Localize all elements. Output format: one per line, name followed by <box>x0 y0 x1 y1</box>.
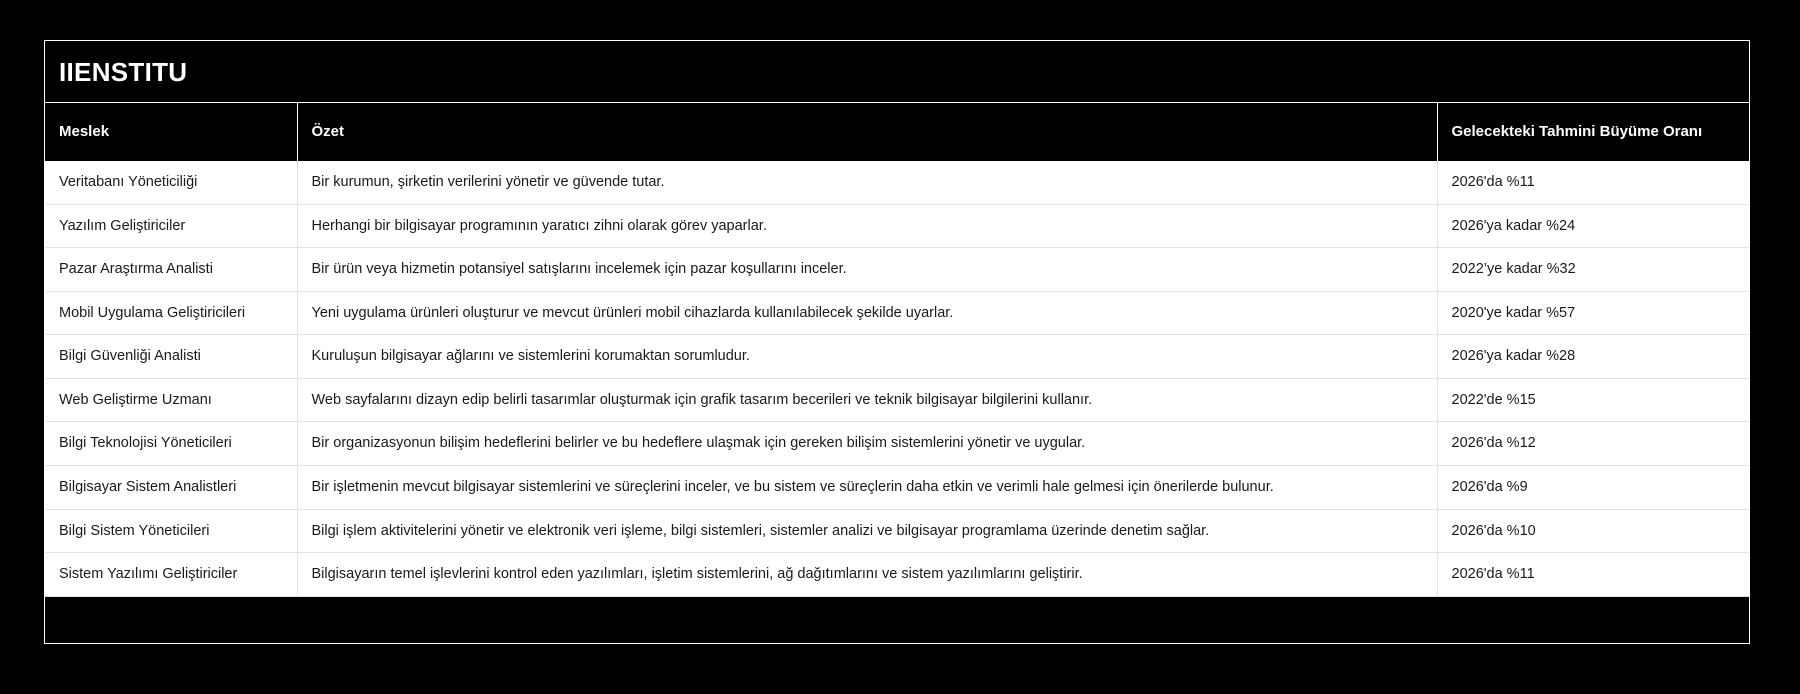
cell-ozet: Kuruluşun bilgisayar ağlarını ve sistemlerini korumaktan sorumludur. <box>297 335 1437 379</box>
cell-ozet: Herhangi bir bilgisayar programının yaratıcı zihni olarak görev yaparlar. <box>297 204 1437 248</box>
cell-meslek: Bilgi Teknolojisi Yöneticileri <box>45 422 297 466</box>
cell-meslek: Web Geliştirme Uzmanı <box>45 378 297 422</box>
table-row <box>45 509 1749 553</box>
cell-meslek: Veritabanı Yöneticiliği <box>45 161 297 204</box>
cell-ozet: Yeni uygulama ürünleri oluşturur ve mevcut ürünleri mobil cihazlarda kullanılabilecek şekilde uyarlar. <box>297 291 1437 335</box>
cell-oran: 2022’ye kadar %32 <box>1437 248 1749 292</box>
cell-meslek: Bilgi Güvenliği Analisti <box>45 335 297 379</box>
table-header-row <box>45 103 1749 161</box>
table-row <box>45 161 1749 204</box>
table-row <box>45 422 1749 466</box>
cell-oran: 2026'da %10 <box>1437 509 1749 553</box>
table-row <box>45 204 1749 248</box>
cell-oran: 2026'ya kadar %24 <box>1437 204 1749 248</box>
brand-bar <box>45 41 1749 103</box>
table-row <box>45 335 1749 379</box>
cell-oran: 2026'da %11 <box>1437 161 1749 204</box>
table-body <box>45 161 1749 596</box>
jobs-table-card <box>44 40 1750 644</box>
cell-meslek: Pazar Araştırma Analisti <box>45 248 297 292</box>
cell-ozet: Bir kurumun, şirketin verilerini yönetir ve güvende tutar. <box>297 161 1437 204</box>
cell-meslek: Sistem Yazılımı Geliştiriciler <box>45 553 297 597</box>
cell-oran: 2026'da %11 <box>1437 553 1749 597</box>
cell-oran: 2026'da %12 <box>1437 422 1749 466</box>
cell-meslek: Yazılım Geliştiriciler <box>45 204 297 248</box>
table-row <box>45 466 1749 510</box>
brand-logo: IIENSTITU <box>59 56 188 87</box>
cell-oran: 2020'ye kadar %57 <box>1437 291 1749 335</box>
cell-meslek: Bilgisayar Sistem Analistleri <box>45 466 297 510</box>
column-header-meslek: Meslek <box>45 103 297 161</box>
table-row <box>45 248 1749 292</box>
cell-meslek: Bilgi Sistem Yöneticileri <box>45 509 297 553</box>
column-header-ozet: Özet <box>297 103 1437 161</box>
cell-ozet: Bir organizasyonun bilişim hedeflerini belirler ve bu hedeflere ulaşmak için gereken bilişim sistemlerini yönetir ve uygular. <box>297 422 1437 466</box>
cell-oran: 2026'da %9 <box>1437 466 1749 510</box>
table-row <box>45 553 1749 597</box>
jobs-table <box>45 103 1749 597</box>
cell-oran: 2026'ya kadar %28 <box>1437 335 1749 379</box>
table-header <box>45 103 1749 161</box>
cell-ozet: Web sayfalarını dizayn edip belirli tasarımlar oluşturmak için grafik tasarım becerileri ve teknik bilgisayar bilgilerini kullanır. <box>297 378 1437 422</box>
table-row <box>45 378 1749 422</box>
column-header-oran: Gelecekteki Tahmini Büyüme Oranı <box>1437 103 1749 161</box>
cell-ozet: Bir işletmenin mevcut bilgisayar sistemlerini ve süreçlerini inceler, ve bu sistem ve süreçlerin daha etkin ve verimli hale gelmesi için önerilerde bulunur. <box>297 466 1437 510</box>
cell-ozet: Bilgi işlem aktivitelerini yönetir ve elektronik veri işleme, bilgi sistemleri, sistemler analizi ve bilgisayar programlama üzerinde denetim sağlar. <box>297 509 1437 553</box>
cell-oran: 2022'de %15 <box>1437 378 1749 422</box>
table-row <box>45 291 1749 335</box>
cell-ozet: Bilgisayarın temel işlevlerini kontrol eden yazılımları, işletim sistemlerini, ağ dağıtımlarını ve sistem yazılımlarını geliştirir. <box>297 553 1437 597</box>
cell-meslek: Mobil Uygulama Geliştiricileri <box>45 291 297 335</box>
cell-ozet: Bir ürün veya hizmetin potansiyel satışlarını incelemek için pazar koşullarını inceler. <box>297 248 1437 292</box>
